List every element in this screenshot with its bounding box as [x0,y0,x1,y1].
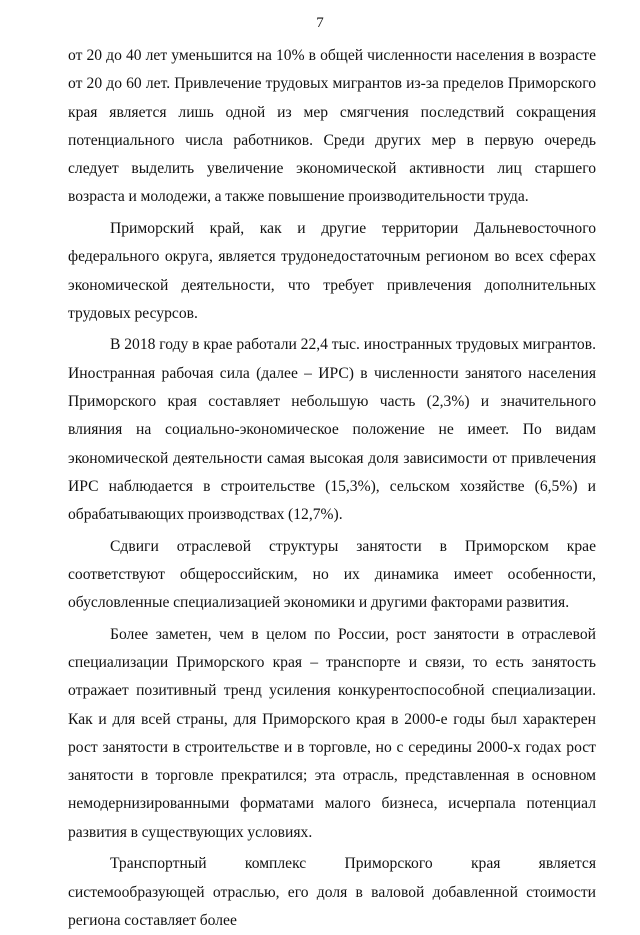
paragraph-2: Приморский край, как и другие территории Дальневосточного федерального округа, является трудонедостаточным регионом во всех сферах экономической деятельности, что требует привлечения дополнительных трудовых ресурсов. [68,219,596,322]
paragraph-1-continued: от 20 до 40 лет уменьшится на 10% в общей численности населения в возрасте от 20 до 60 лет. Привлечение трудовых мигрантов из-за пределов Приморского края является лишь одной из мер смягчения последствий сокращения потенциального числа работников. Среди других мер в первую очередь следует выделить увеличение экономической активности лиц старшего возраста и молодежи, а также повышение производительности труда. [68,47,596,206]
paragraph-6: Транспортный комплекс Приморского края является системообразующей отраслью, его доля в валовой добавленной стоимости региона составляет более [68,855,596,929]
document-body [68,42,596,935]
paragraph-4: Сдвиги отраслевой структуры занятости в Приморском крае соответствуют общероссийским, но их динамика имеет особенности, обусловленные специализацией экономики и другими факторами развития. [68,537,596,612]
paragraph-5: Более заметен, чем в целом по России, рост занятости в отраслевой специализации Приморского края – транспорте и связи, то есть занятость отражает позитивный тренд усиления конкурентоспособной специализации. Как и для всей страны, для Приморского края в 2000-е годы был характерен рост занятости в строительстве и в торговле, но с середины 2000-х годах рост занятости в торговле прекратился; эта отрасль, представленная в основном немодернизированными форматами малого бизнеса, исчерпала потенциал развития в существующих условиях. [68,625,596,841]
paragraph-3: В 2018 году в крае работали 22,4 тыс. иностранных трудовых мигрантов. Иностранная рабочая сила (далее – ИРС) в численности занятого населения Приморского края составляет небольшую часть (2,3%) и значительного влияния на социально-экономическое положение не имеет. По видам экономической деятельности самая высокая доля зависимости от привлечения ИРС наблюдается в строительстве (15,3%), сельском хозяйстве (6,5%) и обрабатывающих производствах (12,7%). [68,336,596,524]
page-number: 7 [316,15,324,31]
